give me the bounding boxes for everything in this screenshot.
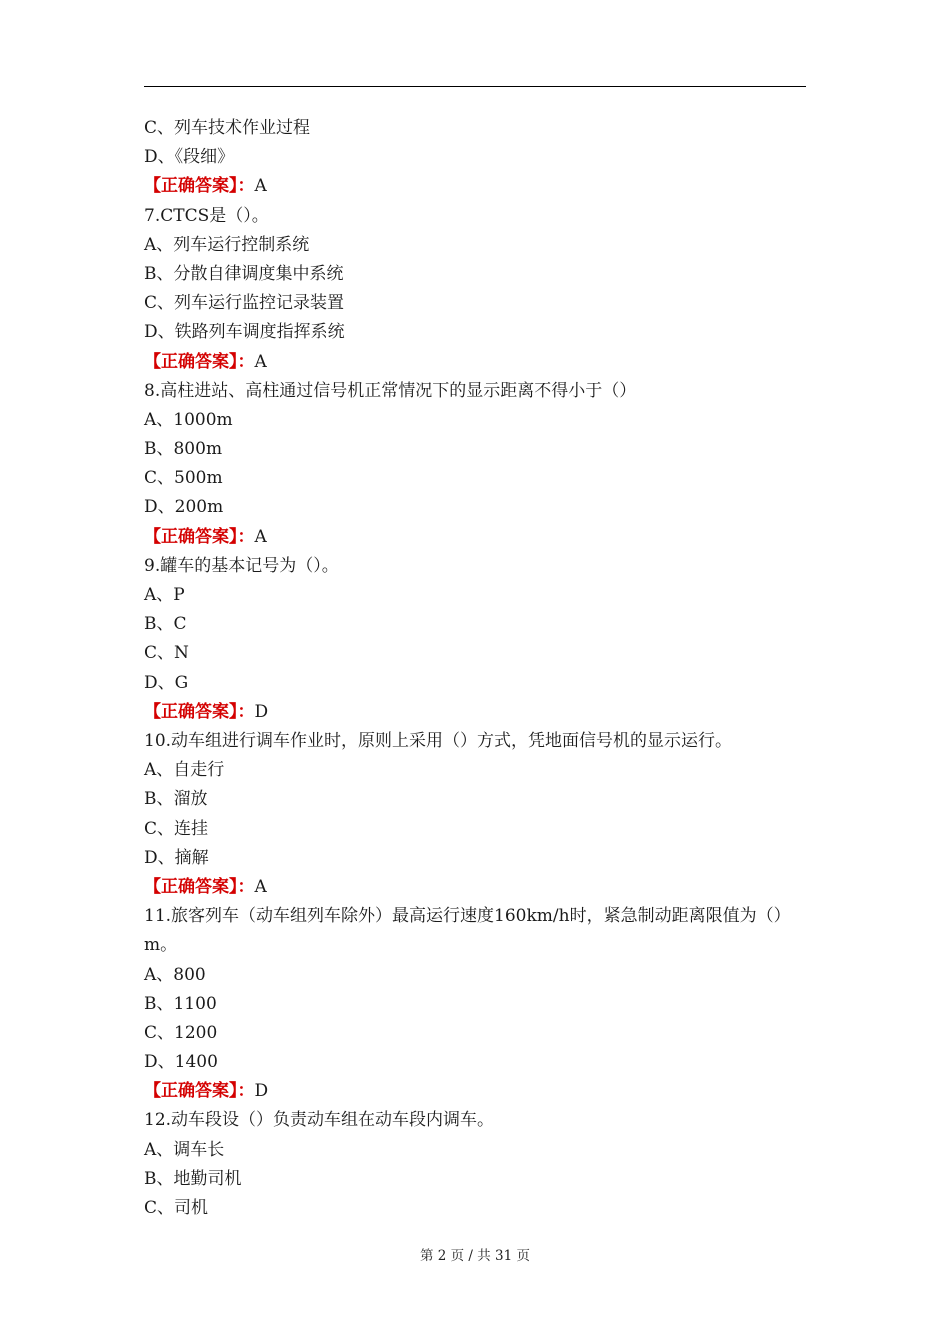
option-line: C、1200: [144, 1022, 218, 1043]
option-line: C、司机: [144, 1198, 209, 1219]
page-footer: 第 2 页 / 共 31 页: [419, 1248, 531, 1264]
option-line: D、200m: [144, 497, 224, 518]
answer-value: D: [254, 1081, 269, 1102]
answer-line: [144, 523, 806, 552]
option-line: B、地勤司机: [144, 1168, 242, 1189]
option-line: A、自走行: [144, 760, 225, 781]
option-line: D、铁路列车调度指挥系统: [144, 322, 345, 343]
option-line: C、连挂: [144, 818, 209, 839]
option-line: D、摘解: [144, 847, 209, 868]
answer-value: D: [254, 701, 269, 722]
question-stem: 7.CTCS是（）。: [144, 205, 269, 226]
answer-label: 【正确答案】：: [144, 701, 255, 722]
option-line: D、《段细》: [144, 147, 235, 168]
answer-line: [144, 698, 806, 727]
answer-line: [144, 172, 806, 201]
answer-label: 【正确答案】：: [144, 876, 255, 897]
option-line: C、500m: [144, 468, 223, 489]
question-stem: 9.罐车的基本记号为（）。: [144, 555, 339, 576]
option-line: A、800: [144, 964, 206, 985]
option-line: A、列车运行控制系统: [144, 234, 310, 255]
answer-line: [144, 873, 806, 902]
option-line: C、N: [144, 643, 189, 664]
answer-label: 【正确答案】：: [144, 176, 255, 197]
question-stem: 8.高柱进站、高柱通过信号机正常情况下的显示距离不得小于（）: [144, 380, 637, 401]
option-line: A、P: [144, 585, 185, 606]
option-line: A、1000m: [144, 409, 233, 430]
question-stem: 10.动车组进行调车作业时，原则上采用（）方式，凭地面信号机的显示运行。: [144, 730, 733, 751]
answer-value: A: [254, 526, 267, 547]
answer-label: 【正确答案】：: [144, 351, 255, 372]
answer-label: 【正确答案】：: [144, 526, 255, 547]
option-line: C、列车运行监控记录装置: [144, 293, 345, 314]
option-line: B、C: [144, 614, 187, 635]
answer-value: A: [254, 876, 267, 897]
question-list: [144, 114, 806, 1223]
option-line: B、800m: [144, 439, 223, 460]
option-line: B、1100: [144, 993, 217, 1014]
option-line: D、G: [144, 672, 189, 693]
answer-line: [144, 348, 806, 377]
answer-label: 【正确答案】：: [144, 1081, 255, 1102]
option-line: A、调车长: [144, 1139, 225, 1160]
answer-value: A: [254, 176, 267, 197]
question-stem: 11.旅客列车（动车组列车除外）最高运行速度160km/h时，紧急制动距离限值为（）m。: [144, 906, 791, 956]
option-line: D、1400: [144, 1052, 218, 1073]
answer-line: [144, 1077, 806, 1106]
option-line: C、列车技术作业过程: [144, 118, 311, 138]
answer-value: A: [254, 351, 267, 372]
option-line: B、分散自律调度集中系统: [144, 263, 344, 284]
option-line: B、溜放: [144, 789, 208, 810]
question-stem: 12.动车段设（）负责动车组在动车段内调车。: [144, 1110, 495, 1131]
header-rule: [144, 86, 806, 87]
